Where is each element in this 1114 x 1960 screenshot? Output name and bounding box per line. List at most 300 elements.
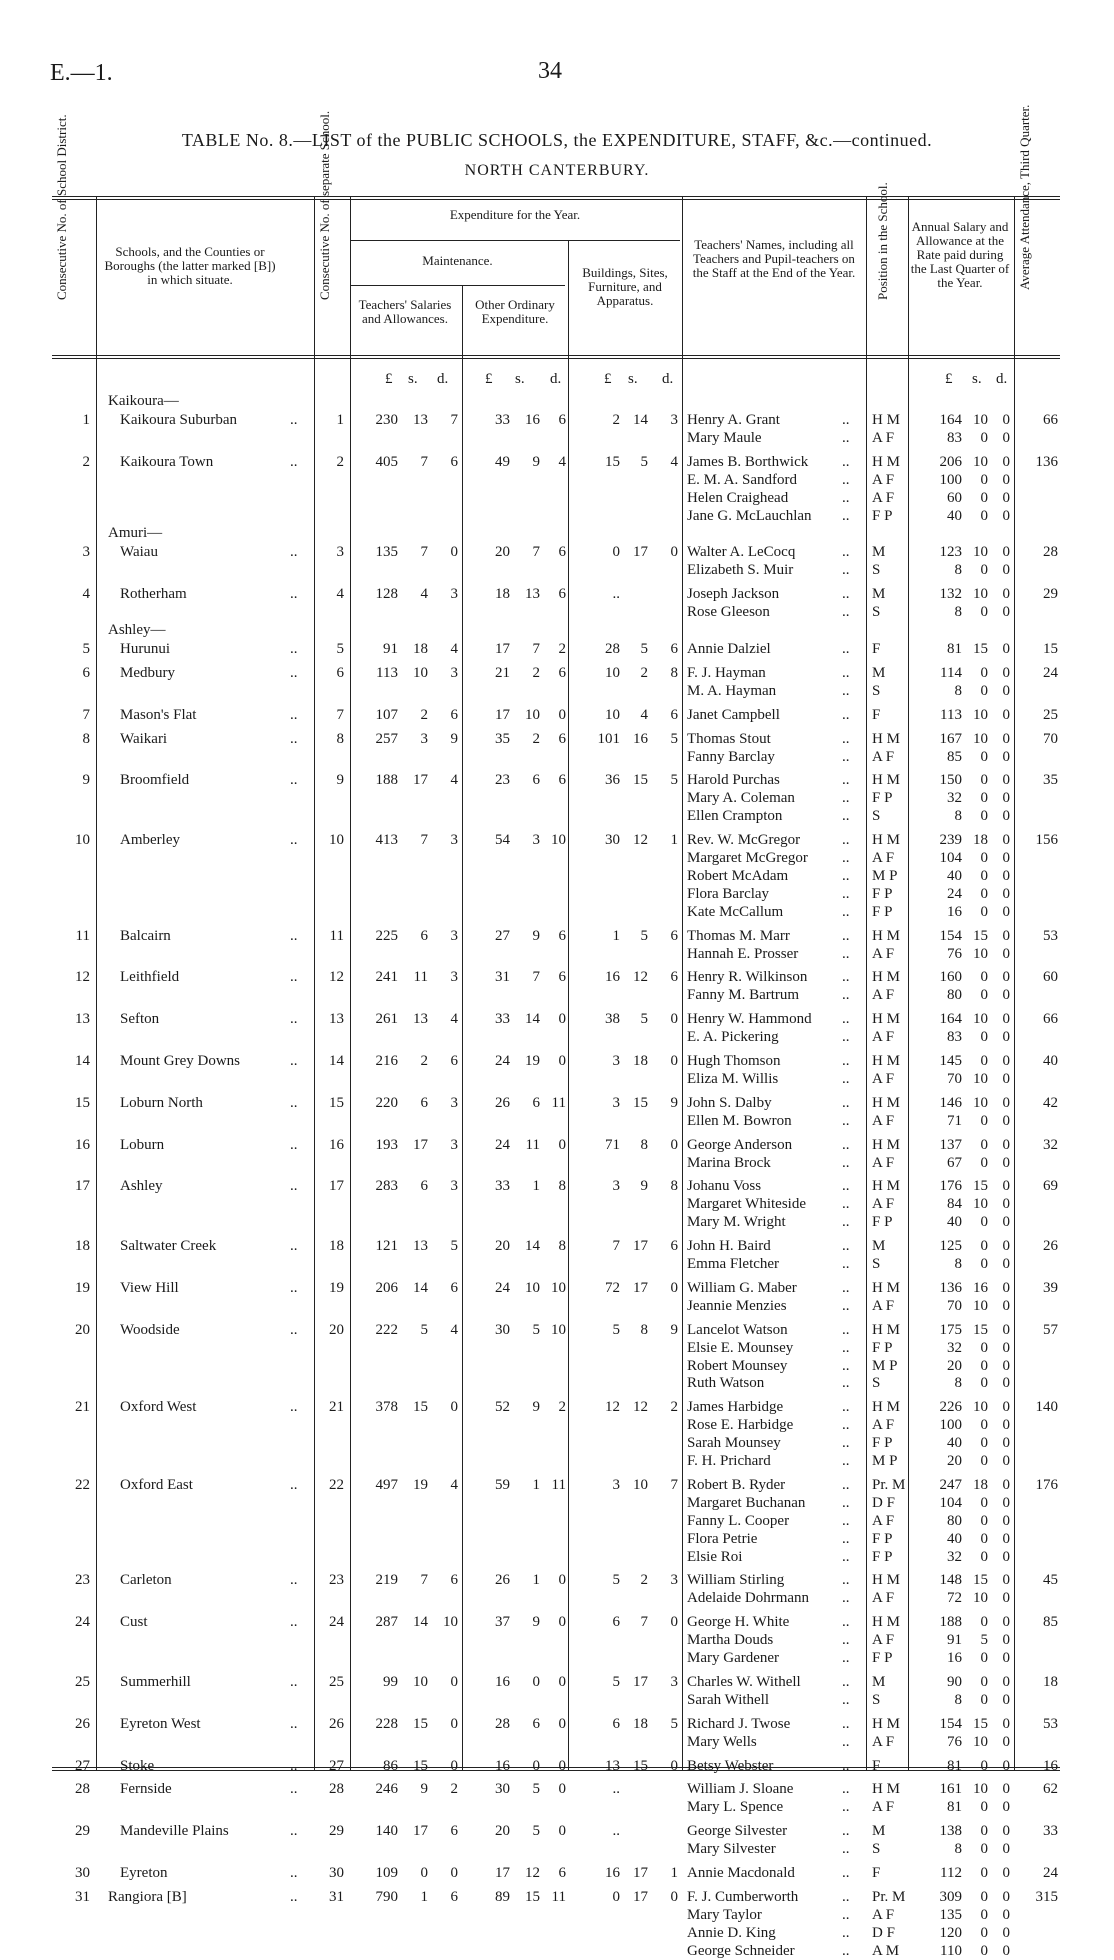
annual-salary-value: 18: [973, 832, 988, 849]
other-expenditure-value: 16: [525, 412, 540, 428]
teacher-position: H M: [872, 1011, 900, 1028]
school-name: Rangiora [B]: [108, 1888, 187, 1905]
teacher-name: William J. Sloane: [687, 1781, 794, 1798]
other-expenditure-value: 10: [525, 706, 540, 723]
school-number: 20: [329, 1321, 344, 1338]
salary-value: 6: [420, 1094, 428, 1111]
leader-dots: ..: [290, 1823, 298, 1840]
district-number: 22: [75, 1476, 90, 1493]
average-attendance: 45: [1043, 1572, 1058, 1589]
school-number: 31: [329, 1888, 344, 1905]
leader-dots: ..: [842, 730, 850, 747]
page-number: 34: [538, 58, 562, 84]
annual-salary-value: 76: [947, 1733, 962, 1750]
leader-dots: ..: [842, 1865, 850, 1881]
average-attendance: 140: [1035, 1399, 1058, 1416]
buildings-value: 0: [670, 1279, 678, 1296]
leader-dots: ..: [842, 682, 850, 699]
leader-dots: ..: [290, 1279, 298, 1296]
teacher-position: A F: [872, 489, 895, 506]
annual-salary-value: 0: [1002, 1757, 1010, 1774]
annual-salary-value: 40: [947, 867, 962, 884]
average-attendance: 26: [1043, 1238, 1058, 1255]
other-expenditure-value: 23: [495, 772, 510, 789]
teacher-name: Annie Macdonald: [687, 1865, 795, 1881]
annual-salary-value: 123: [939, 544, 962, 561]
buildings-value: 5: [670, 1715, 678, 1732]
annual-salary-value: 0: [1002, 1823, 1010, 1840]
teacher-name: George Anderson: [687, 1136, 793, 1153]
teacher-name: Johanu Voss: [687, 1178, 762, 1195]
average-attendance: 53: [1043, 1715, 1058, 1732]
leader-dots: ..: [842, 544, 850, 561]
annual-salary-value: 0: [1002, 903, 1010, 920]
annual-salary-value: 0: [980, 790, 988, 807]
annual-salary-value: 20: [947, 1453, 962, 1469]
school-number: 10: [329, 832, 344, 849]
other-expenditure-value: 31: [495, 969, 510, 986]
other-expenditure-value: 20: [495, 1238, 510, 1255]
other-expenditure-value: 6: [532, 1094, 540, 1111]
teacher-name: Mary A. Coleman: [687, 790, 795, 807]
leader-dots: ..: [842, 1011, 850, 1028]
teacher-position: F P: [872, 1339, 893, 1356]
teacher-position: S: [872, 808, 881, 825]
school-number: 9: [336, 772, 344, 789]
annual-salary-value: 0: [1002, 453, 1010, 470]
annual-salary-value: 104: [939, 850, 962, 866]
unit-shilling: s.: [515, 371, 525, 387]
salary-value: 230: [375, 412, 398, 428]
salary-value: 4: [450, 772, 458, 789]
teacher-name: John S. Dalby: [687, 1094, 772, 1111]
other-expenditure-value: 24: [495, 1279, 510, 1296]
annual-salary-value: 15: [973, 1178, 988, 1195]
teacher-position: A F: [872, 1906, 895, 1923]
other-expenditure-value: 8: [558, 1238, 566, 1255]
salary-value: 3: [450, 1136, 458, 1153]
annual-salary-value: 0: [1002, 471, 1010, 488]
teacher-position: H M: [872, 832, 900, 849]
leader-dots: ..: [842, 790, 850, 807]
annual-salary-value: 84: [947, 1196, 962, 1213]
col-divider: [568, 240, 569, 1770]
col-divider: [96, 196, 97, 1770]
other-expenditure-value: 0: [558, 1781, 566, 1798]
annual-salary-value: 10: [973, 1733, 988, 1750]
average-attendance: 25: [1043, 706, 1058, 723]
col-header-teachers-names: Teachers' Names, including all Teachers and Pupil-teachers on the Staff at the End of the Year.: [692, 237, 856, 280]
leader-dots: ..: [290, 1178, 298, 1195]
leader-dots: ..: [290, 1238, 298, 1255]
other-expenditure-value: 28: [495, 1715, 510, 1732]
teacher-name: Elsie Roi: [687, 1548, 743, 1565]
annual-salary-value: 0: [980, 1942, 988, 1959]
district-number: 23: [75, 1572, 90, 1589]
teacher-position: M P: [872, 1357, 898, 1374]
teacher-name: F. J. Hayman: [687, 664, 766, 681]
leader-dots: ..: [842, 1512, 850, 1529]
salary-value: 4: [420, 586, 428, 603]
buildings-value: 9: [670, 1094, 678, 1111]
annual-salary-value: 0: [1002, 1399, 1010, 1416]
other-expenditure-value: 37: [495, 1614, 510, 1631]
annual-salary-value: 16: [973, 1279, 988, 1296]
leader-dots: ..: [290, 412, 298, 428]
salary-value: 10: [413, 664, 428, 681]
buildings-value: 3: [670, 1572, 678, 1589]
annual-salary-value: 10: [973, 453, 988, 470]
school-number: 13: [329, 1011, 344, 1028]
annual-salary-value: 16: [947, 903, 962, 920]
annual-salary-value: 0: [1002, 730, 1010, 747]
teacher-name: Kate McCallum: [687, 903, 784, 920]
teacher-position: F P: [872, 1214, 893, 1231]
annual-salary-value: 226: [939, 1399, 962, 1416]
annual-salary-value: 0: [1002, 1650, 1010, 1666]
annual-salary-value: 146: [939, 1094, 962, 1111]
other-expenditure-value: 33: [495, 1011, 510, 1028]
leader-dots: ..: [842, 1632, 850, 1649]
annual-salary-value: 60: [947, 489, 962, 506]
salary-value: 107: [375, 706, 398, 723]
salary-value: 3: [420, 730, 428, 747]
average-attendance: 66: [1043, 412, 1058, 428]
teacher-position: H M: [872, 1053, 900, 1069]
annual-salary-value: 0: [1002, 885, 1010, 902]
leader-dots: ..: [842, 1214, 850, 1231]
leader-dots: ..: [842, 903, 850, 920]
annual-salary-value: 188: [939, 1614, 962, 1631]
buildings-value: 2: [640, 1572, 648, 1589]
col-header-maintenance: Maintenance.: [422, 253, 493, 268]
annual-salary-value: 16: [947, 1650, 962, 1666]
other-expenditure-value: 4: [558, 453, 566, 470]
annual-salary-value: 81: [947, 1799, 962, 1816]
other-expenditure-value: 52: [495, 1399, 510, 1416]
annual-salary-value: 0: [1002, 1924, 1010, 1941]
other-expenditure-value: 17: [495, 706, 510, 723]
teacher-name: Margaret Whiteside: [687, 1196, 806, 1213]
annual-salary-value: 175: [939, 1321, 962, 1338]
salary-value: 261: [375, 1011, 398, 1028]
salary-value: 4: [450, 1011, 458, 1028]
leader-dots: ..: [290, 969, 298, 986]
other-expenditure-value: 0: [558, 1053, 566, 1069]
teacher-position: F P: [872, 1548, 893, 1565]
teacher-position: A F: [872, 945, 895, 962]
annual-salary-value: 136: [939, 1279, 962, 1296]
salary-value: 6: [450, 1279, 458, 1296]
leader-dots: ..: [842, 1154, 850, 1171]
teacher-name: Rev. W. McGregor: [687, 832, 801, 849]
annual-salary-value: 0: [980, 1614, 988, 1631]
teacher-position: S: [872, 1256, 881, 1272]
unit-pound: £: [485, 371, 493, 387]
leader-dots: ..: [290, 1321, 298, 1338]
annual-salary-value: 100: [939, 1417, 962, 1434]
average-attendance: 35: [1043, 772, 1058, 789]
school-number: 25: [329, 1673, 344, 1690]
buildings-value: 12: [633, 832, 648, 849]
other-expenditure-value: 0: [558, 1011, 566, 1028]
leader-dots: ..: [842, 1297, 850, 1314]
teacher-name: Elizabeth S. Muir: [687, 562, 794, 579]
annual-salary-value: 164: [939, 412, 962, 428]
school-number: 17: [329, 1178, 344, 1195]
annual-salary-value: 10: [973, 1196, 988, 1213]
salary-value: 1: [420, 1888, 428, 1905]
average-attendance: 70: [1043, 730, 1058, 747]
annual-salary-value: 80: [947, 987, 962, 1004]
buildings-value: 15: [605, 453, 620, 470]
buildings-value: 30: [605, 832, 620, 849]
leader-dots: ..: [842, 867, 850, 884]
buildings-value: 10: [633, 1476, 648, 1493]
annual-salary-value: 0: [1002, 1865, 1010, 1881]
annual-salary-value: 10: [973, 730, 988, 747]
salary-value: 188: [375, 772, 398, 789]
salary-value: 222: [375, 1321, 398, 1338]
annual-salary-value: 0: [1002, 1238, 1010, 1255]
school-name: Mount Grey Downs: [120, 1053, 240, 1069]
teacher-position: S: [872, 1841, 881, 1858]
annual-salary-value: 10: [973, 1094, 988, 1111]
salary-value: 5: [420, 1321, 428, 1338]
school-number: 15: [329, 1094, 344, 1111]
annual-salary-value: 91: [947, 1632, 962, 1649]
other-expenditure-value: 33: [495, 1178, 510, 1195]
annual-salary-value: 0: [980, 1530, 988, 1547]
annual-salary-value: 20: [947, 1357, 962, 1374]
leader-dots: ..: [842, 1715, 850, 1732]
annual-salary-value: 15: [973, 1715, 988, 1732]
annual-salary-value: 81: [947, 1757, 962, 1774]
leader-dots: ..: [842, 1094, 850, 1111]
annual-salary-value: 0: [980, 1375, 988, 1392]
teacher-position: M P: [872, 867, 898, 884]
annual-salary-value: 0: [1002, 1375, 1010, 1392]
teacher-name: Charles W. Withell: [687, 1673, 801, 1690]
teacher-name: Janet Campbell: [687, 706, 780, 723]
leader-dots: ..: [290, 1614, 298, 1631]
annual-salary-value: 0: [980, 1757, 988, 1774]
other-expenditure-value: 54: [495, 832, 510, 849]
buildings-value: 5: [670, 730, 678, 747]
annual-salary-value: 0: [1002, 1494, 1010, 1511]
annual-salary-value: 10: [973, 1297, 988, 1314]
other-expenditure-value: 6: [558, 544, 566, 561]
salary-value: 6: [450, 1823, 458, 1840]
salary-value: 109: [375, 1865, 398, 1881]
teacher-position: A F: [872, 1632, 895, 1649]
buildings-value: 12: [633, 969, 648, 986]
school-number: 18: [329, 1238, 344, 1255]
annual-salary-value: 100: [939, 471, 962, 488]
salary-value: 497: [375, 1476, 398, 1493]
district-number: 9: [82, 772, 90, 789]
teacher-name: Robert B. Ryder: [687, 1476, 786, 1493]
annual-salary-value: 0: [980, 507, 988, 524]
buildings-value: 12: [633, 1399, 648, 1416]
other-expenditure-value: 20: [495, 1823, 510, 1840]
buildings-value: ..: [612, 1823, 620, 1840]
teacher-name: Mary Maule: [687, 429, 762, 446]
teacher-position: H M: [872, 1614, 900, 1631]
teacher-name: Henry W. Hammond: [687, 1011, 812, 1028]
average-attendance: 24: [1043, 1865, 1058, 1881]
district-number: 19: [75, 1279, 90, 1296]
teacher-position: F P: [872, 885, 893, 902]
leader-dots: ..: [842, 1417, 850, 1434]
buildings-value: 8: [640, 1321, 648, 1338]
average-attendance: 39: [1043, 1279, 1058, 1296]
other-expenditure-value: 6: [532, 1715, 540, 1732]
school-name: Loburn North: [120, 1094, 203, 1111]
leader-dots: ..: [842, 507, 850, 524]
district-number: 27: [75, 1757, 90, 1774]
buildings-value: 6: [670, 1238, 678, 1255]
buildings-value: 7: [612, 1238, 620, 1255]
teacher-position: S: [872, 1375, 881, 1392]
average-attendance: 16: [1043, 1757, 1058, 1774]
salary-value: 7: [420, 1572, 428, 1589]
other-expenditure-value: 59: [495, 1476, 510, 1493]
buildings-value: ..: [612, 1781, 620, 1798]
leader-dots: ..: [290, 1399, 298, 1416]
annual-salary-value: 40: [947, 1214, 962, 1231]
annual-salary-value: 132: [939, 586, 962, 603]
district-number: 4: [82, 586, 90, 603]
unit-pence: d.: [662, 371, 674, 387]
leader-dots: ..: [842, 1841, 850, 1858]
annual-salary-value: 10: [973, 1781, 988, 1798]
leader-dots: ..: [290, 1757, 298, 1774]
buildings-value: 1: [670, 832, 678, 849]
buildings-value: 72: [605, 1279, 620, 1296]
other-expenditure-value: 9: [532, 927, 540, 944]
school-name: Cust: [120, 1614, 148, 1631]
annual-salary-value: 0: [1002, 1094, 1010, 1111]
teacher-name: Elsie E. Mounsey: [687, 1339, 794, 1356]
salary-value: 17: [413, 1823, 428, 1840]
other-expenditure-value: 26: [495, 1094, 510, 1111]
teacher-position: H M: [872, 730, 900, 747]
annual-salary-value: 0: [980, 1888, 988, 1905]
teacher-position: H M: [872, 969, 900, 986]
county-name: Ashley—: [108, 622, 166, 638]
teacher-name: E. M. A. Sandford: [687, 471, 797, 488]
buildings-value: 8: [670, 1178, 678, 1195]
salary-value: 4: [450, 1321, 458, 1338]
buildings-value: 3: [670, 1673, 678, 1690]
teacher-position: H M: [872, 453, 900, 470]
school-number: 24: [329, 1614, 344, 1631]
leader-dots: ..: [842, 1196, 850, 1213]
teacher-name: George Silvester: [687, 1823, 788, 1840]
annual-salary-value: 8: [954, 1691, 962, 1708]
annual-salary-value: 70: [947, 1070, 962, 1087]
annual-salary-value: 0: [1002, 544, 1010, 561]
annual-salary-value: 0: [1002, 1297, 1010, 1314]
other-expenditure-value: 11: [551, 1888, 566, 1905]
leader-dots: ..: [842, 1757, 850, 1774]
annual-salary-value: 0: [980, 604, 988, 621]
leader-dots: ..: [290, 544, 298, 561]
other-expenditure-value: 1: [532, 1572, 540, 1589]
annual-salary-value: 83: [947, 429, 962, 446]
school-name: Eyreton: [120, 1865, 168, 1881]
other-expenditure-value: 24: [495, 1053, 510, 1069]
annual-salary-value: 0: [980, 562, 988, 579]
col-header-annual-salary: Annual Salary and Allowance at the Rate paid during the Last Quarter of the Year.: [910, 219, 1010, 290]
other-expenditure-value: 19: [525, 1053, 540, 1069]
other-expenditure-value: 6: [558, 1865, 566, 1881]
buildings-value: 15: [633, 1757, 648, 1774]
teacher-name: F. J. Cumberworth: [687, 1888, 799, 1905]
salary-value: 219: [375, 1572, 398, 1589]
school-name: Summerhill: [120, 1673, 191, 1690]
annual-salary-value: 70: [947, 1297, 962, 1314]
other-expenditure-value: 6: [558, 927, 566, 944]
school-number: 23: [329, 1572, 344, 1589]
other-expenditure-value: 6: [558, 586, 566, 603]
annual-salary-value: 0: [1002, 772, 1010, 789]
district-number: 10: [75, 832, 90, 849]
school-number: 7: [336, 706, 344, 723]
leader-dots: ..: [290, 641, 298, 657]
buildings-value: 7: [640, 1614, 648, 1631]
leader-dots: ..: [842, 1572, 850, 1589]
teacher-position: F P: [872, 1435, 893, 1452]
other-expenditure-value: 2: [558, 1399, 566, 1416]
salary-value: 6: [420, 1178, 428, 1195]
teacher-name: John H. Baird: [687, 1238, 771, 1255]
buildings-value: 0: [670, 1614, 678, 1631]
leader-dots: ..: [842, 1650, 850, 1666]
buildings-value: 18: [633, 1715, 648, 1732]
other-expenditure-value: 0: [558, 1757, 566, 1774]
buildings-value: 5: [612, 1321, 620, 1338]
leader-dots: ..: [842, 664, 850, 681]
annual-salary-value: 0: [980, 1136, 988, 1153]
annual-salary-value: 0: [980, 808, 988, 825]
rule-maintenance: [350, 285, 565, 286]
other-expenditure-value: 35: [495, 730, 510, 747]
teacher-position: A F: [872, 1029, 895, 1046]
teacher-position: H M: [872, 1178, 900, 1195]
buildings-value: 10: [605, 664, 620, 681]
buildings-value: 5: [640, 927, 648, 944]
salary-value: 13: [413, 1011, 428, 1028]
average-attendance: 15: [1043, 641, 1058, 657]
leader-dots: ..: [842, 1256, 850, 1272]
teacher-name: Jeannie Menzies: [687, 1297, 787, 1314]
annual-salary-value: 239: [939, 832, 962, 849]
annual-salary-value: 0: [980, 1799, 988, 1816]
col-header-schools: Schools, and the Counties or Boroughs (the latter marked [B]) in which situate.: [104, 244, 276, 287]
school-name: Stoke: [120, 1757, 155, 1774]
unit-pence: d.: [996, 371, 1008, 387]
other-expenditure-value: 0: [558, 706, 566, 723]
buildings-value: 5: [640, 641, 648, 657]
other-expenditure-value: 15: [525, 1888, 540, 1905]
annual-salary-value: 0: [980, 1906, 988, 1923]
salary-value: 140: [375, 1823, 398, 1840]
leader-dots: ..: [842, 1435, 850, 1452]
buildings-value: 0: [612, 1888, 620, 1905]
other-expenditure-value: 0: [558, 1715, 566, 1732]
